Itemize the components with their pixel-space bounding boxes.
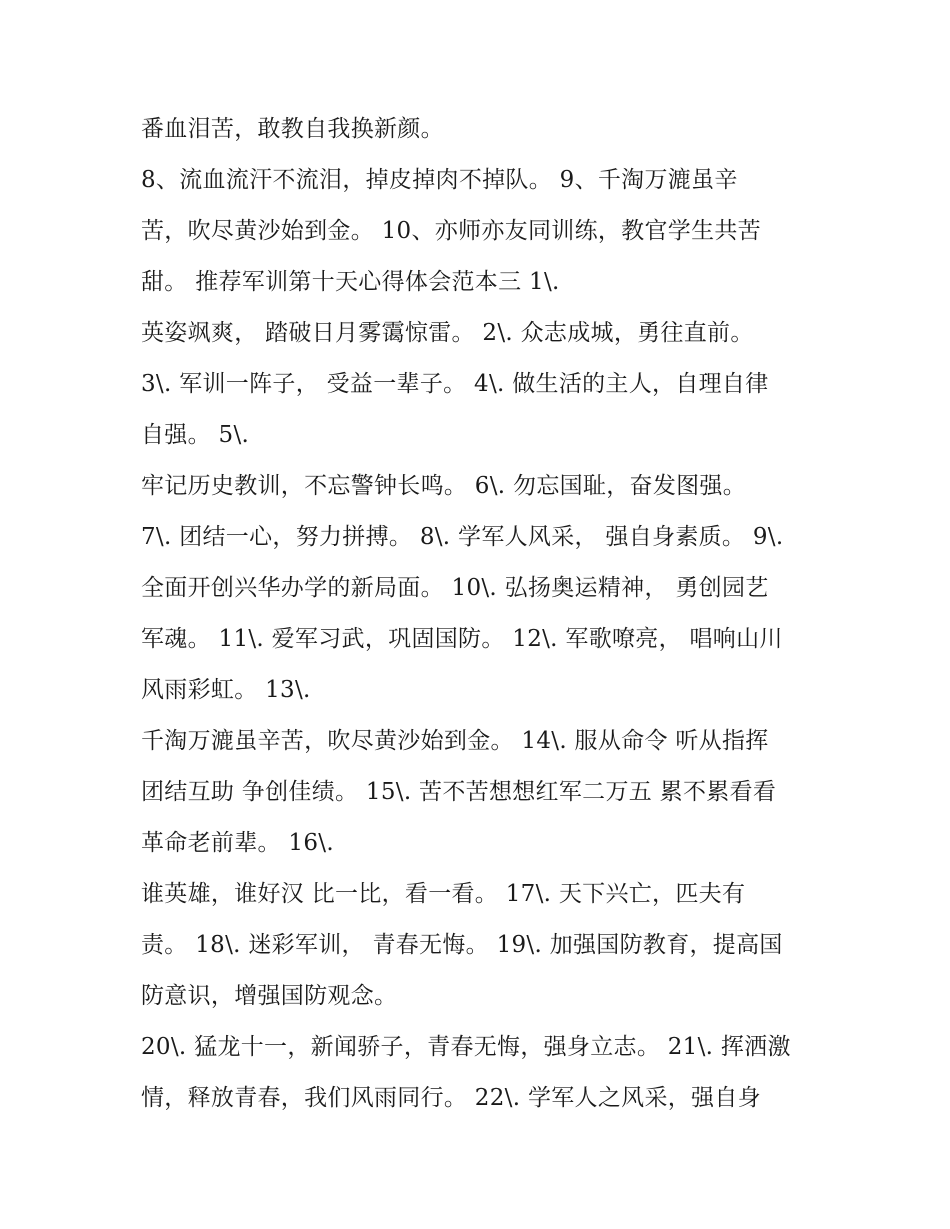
text-line: 革命老前辈。 16\. — [141, 830, 334, 856]
text-line: 3\. 军训一阵子， 受益一辈子。 4\. 做生活的主人，自理自律 — [141, 371, 769, 397]
text-line: 自强。 5\. — [141, 422, 250, 448]
text-line: 甜。 推荐军训第十天心得体会范本三 1\. — [141, 269, 560, 295]
text-line: 团结互助 争创佳绩。 15\. 苦不苦想想红军二万五 累不累看看 — [141, 779, 777, 805]
text-line: 谁英雄，谁好汉 比一比，看一看。 17\. 天下兴亡，匹夫有 — [141, 881, 746, 907]
text-line: 责。 18\. 迷彩军训， 青春无悔。 19\. 加强国防教育，提高国 — [141, 932, 783, 958]
text-line: 英姿飒爽， 踏破日月雾霭惊雷。 2\. 众志成城，勇往直前。 — [141, 320, 754, 346]
text-line: 情，释放青春，我们风雨同行。 22\. 学军人之风采，强自身 — [141, 1085, 761, 1111]
text-line: 军魂。 11\. 爱军习武，巩固国防。 12\. 军歌嘹亮， 唱响山川 — [141, 626, 783, 652]
text-line: 牢记历史教训，不忘警钟长鸣。 6\. 勿忘国耻，奋发图强。 — [141, 473, 747, 499]
text-line: 20\. 猛龙十一，新闻骄子，青春无悔，强身立志。 21\. 挥洒激 — [141, 1034, 791, 1060]
text-line: 风雨彩虹。 13\. — [141, 677, 311, 703]
text-line: 防意识，增强国防观念。 — [141, 983, 398, 1009]
text-line: 7\. 团结一心，努力拼搏。 8\. 学军人风采， 强自身素质。 9\. — [141, 524, 784, 550]
text-line: 全面开创兴华办学的新局面。 10\. 弘扬奥运精神， 勇创园艺 — [141, 575, 769, 601]
body-text — [141, 107, 831, 1127]
text-line: 番血泪苦，敢教自我换新颜。 — [141, 116, 444, 142]
text-line: 8、流血流汗不流泪，掉皮掉肉不掉队。 9、千淘万漉虽辛 — [141, 167, 738, 193]
text-line: 苦，吹尽黄沙始到金。 10、亦师亦友同训练，教官学生共苦 — [141, 218, 761, 244]
text-line: 千淘万漉虽辛苦，吹尽黄沙始到金。 14\. 服从命令 听从指挥 — [141, 728, 769, 754]
